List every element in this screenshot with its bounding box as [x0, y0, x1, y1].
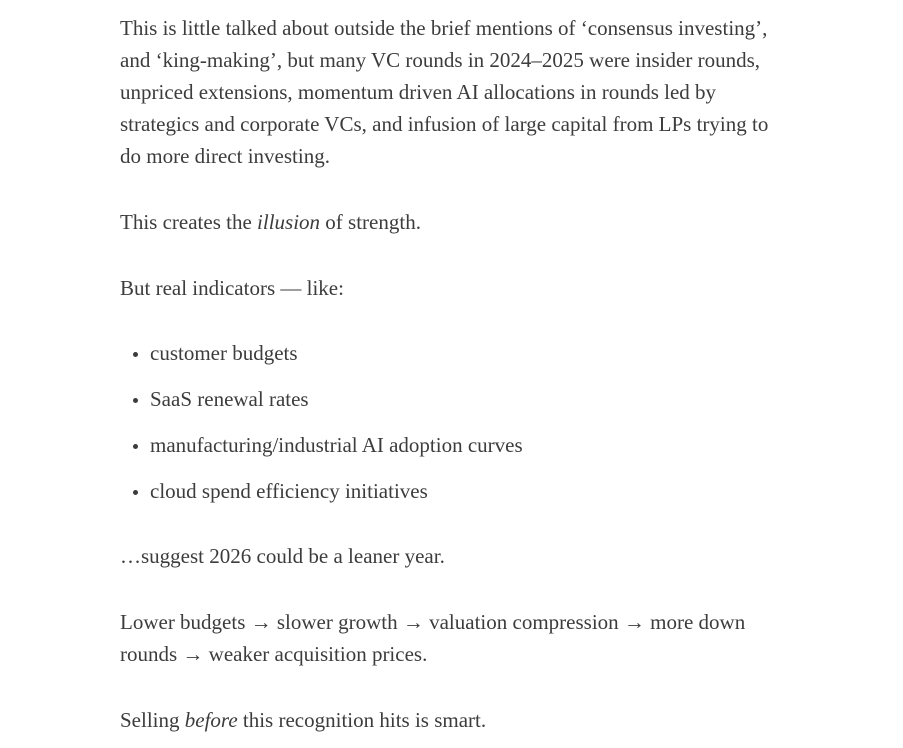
text-segment: This creates the: [120, 210, 258, 234]
paragraph-leaner-year: …suggest 2026 could be a leaner year.: [120, 544, 445, 568]
paragraph-real-indicators: But real indicators — like:: [120, 276, 344, 300]
text-segment: Selling: [120, 708, 185, 732]
paragraph-chain: Lower budgets → slower growth → valuation compression → more down rounds → weaker acquisition prices.: [120, 610, 746, 666]
italic-text-before: before: [184, 708, 238, 732]
list-item-customer-budgets: • customer budgets: [150, 337, 788, 369]
paragraph-illusion: [120, 206, 788, 238]
paragraph-selling: [120, 704, 788, 736]
list-item-saas-renewal-rates: • SaaS renewal rates: [150, 383, 788, 415]
list-item-cloud-spend-efficiency: • cloud spend efficiency initiatives: [150, 475, 788, 507]
italic-text-illusion: illusion: [257, 210, 321, 234]
indicator-list: [120, 337, 788, 507]
list-item-ai-adoption-curves: • manufacturing/industrial AI adoption curves: [150, 429, 788, 461]
paragraph-insider-rounds: This is little talked about outside the brief mentions of ‘consensus investing’, and ‘king-making’, but many VC rounds in 2024–2025 were insider rounds, unpriced extensions, momentum driven AI allocations in rounds led by strategics and corporate VCs, and infusion of large capital from LPs trying to do more direct investing.: [120, 16, 769, 168]
text-segment: this recognition hits is smart.: [237, 708, 487, 732]
text-segment: of strength.: [320, 210, 421, 234]
